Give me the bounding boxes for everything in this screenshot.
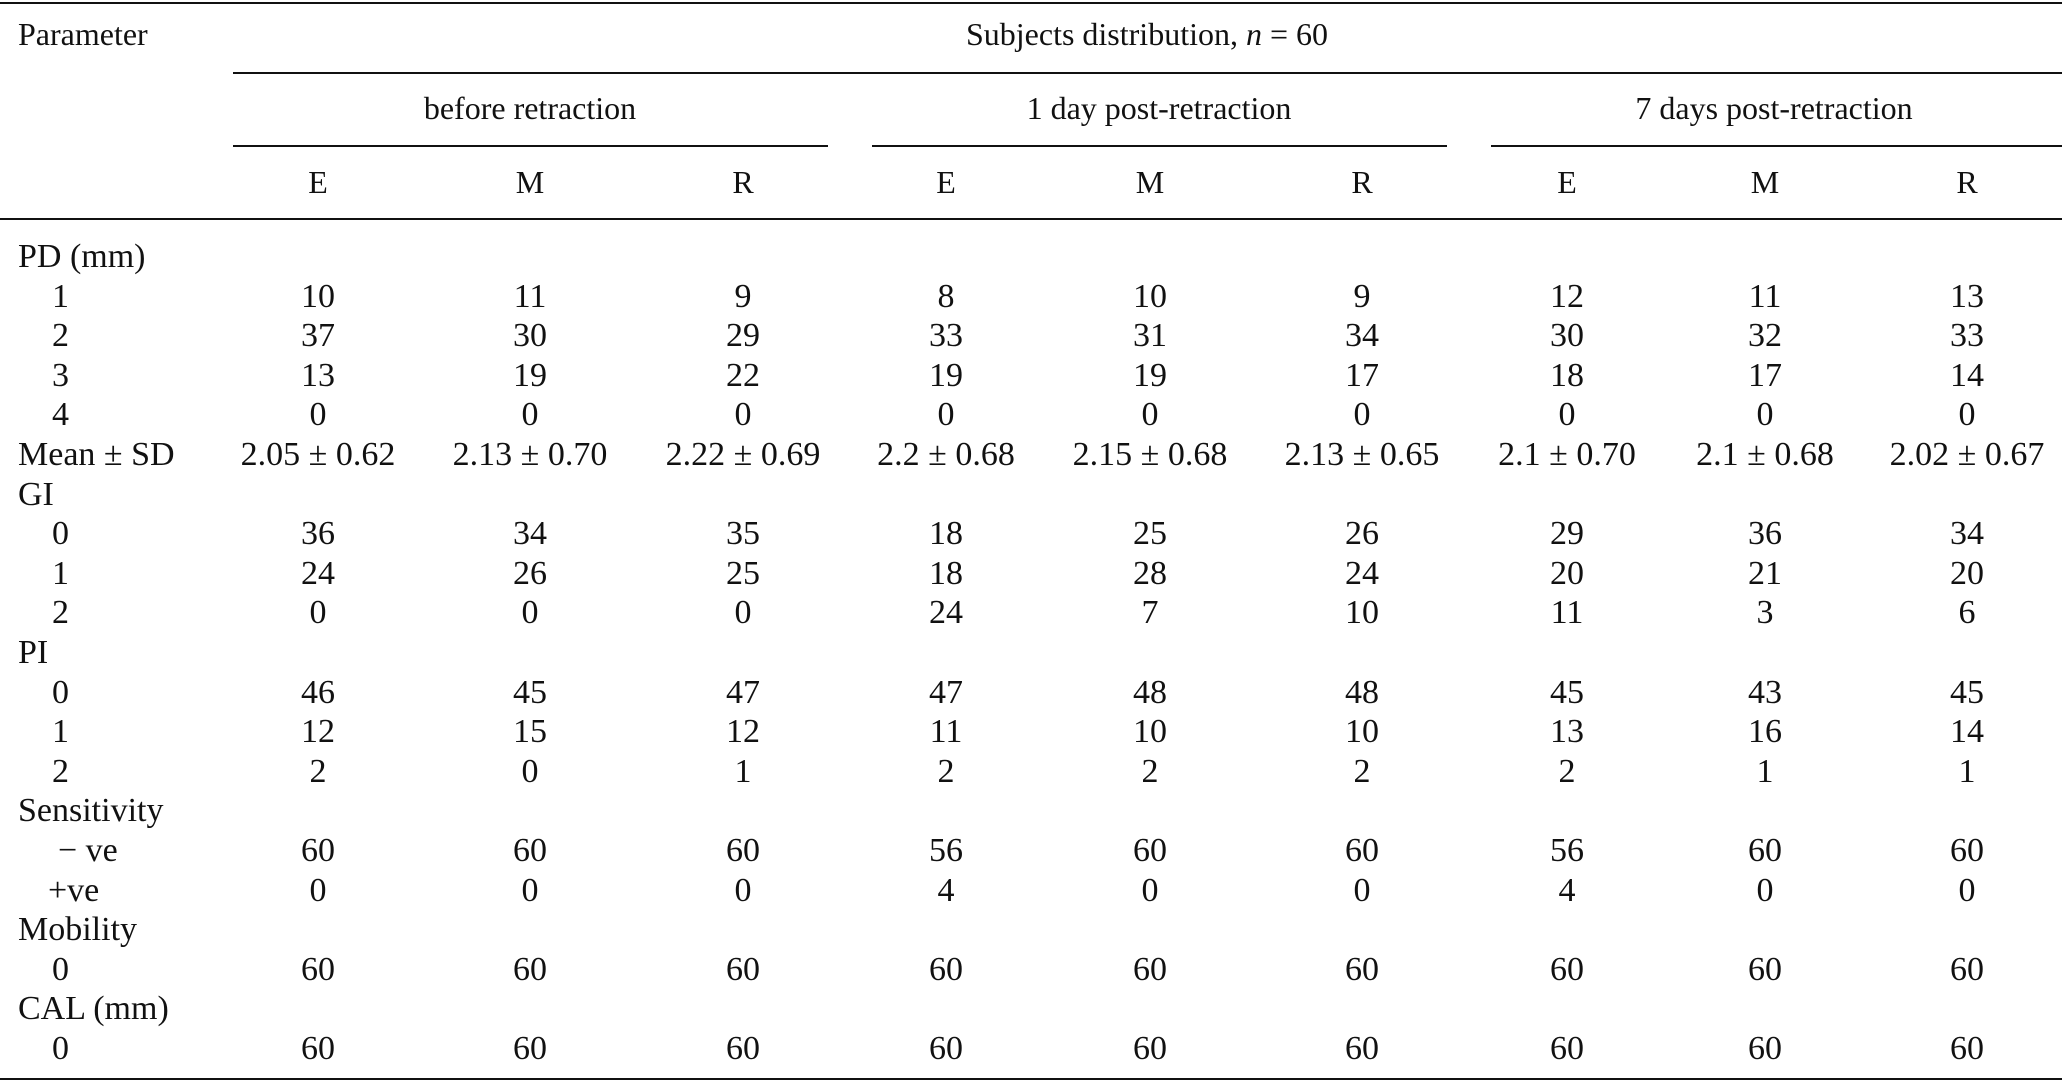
distribution-prefix: Subjects distribution,: [965, 16, 1246, 52]
subcolumn-header: R: [1351, 164, 1373, 200]
row-label: 1: [52, 713, 69, 751]
table-cell: 13: [301, 356, 335, 394]
group-rule-7days: [1491, 145, 2062, 147]
table-cell: 0: [734, 594, 752, 632]
table-cell: 29: [1550, 515, 1584, 553]
table-cell: 2.15 ± 0.68: [1072, 436, 1228, 473]
table-cell: 21: [1748, 554, 1782, 592]
row-label: 1: [52, 277, 69, 315]
table-cell: 16: [1748, 713, 1782, 751]
group-header-1day: 1 day post-retraction: [1026, 90, 1292, 126]
table-cell: 11: [1748, 277, 1782, 315]
table-cell: 25: [1133, 515, 1167, 553]
table-cell: 34: [513, 515, 547, 553]
table-cell: 45: [513, 673, 547, 711]
table-cell: 60: [1950, 950, 1984, 988]
table-cell: 18: [929, 515, 963, 553]
table-cell: 6: [1958, 594, 1976, 632]
table-cell: 60: [301, 832, 335, 869]
table-cell: 3: [1756, 594, 1774, 632]
subcolumn-header: R: [732, 164, 754, 200]
table-cell: 2.1 ± 0.68: [1696, 436, 1834, 473]
table-cell: 26: [513, 554, 547, 592]
table-cell: 30: [1550, 317, 1584, 355]
subcolumn-header: M: [1135, 164, 1165, 200]
table-cell: 2.22 ± 0.69: [665, 436, 821, 473]
group-rule-1day: [872, 145, 1447, 147]
subcolumn-header: E: [308, 164, 328, 200]
table-cell: 11: [929, 713, 963, 751]
table-cell: 60: [1133, 950, 1167, 988]
distribution-suffix: = 60: [1261, 16, 1329, 52]
table-cell: 22: [726, 356, 760, 394]
table-cell: 20: [1950, 554, 1984, 592]
header-rule: [0, 218, 2062, 220]
table-cell: 60: [1345, 950, 1379, 988]
table-cell: 12: [726, 713, 760, 751]
table-cell: 0: [1141, 871, 1159, 909]
table-cell: 47: [929, 673, 963, 711]
table-cell: 60: [301, 950, 335, 988]
table-cell: 12: [301, 713, 335, 751]
table-cell: 33: [1950, 317, 1984, 355]
subcolumn-header: R: [1956, 164, 1978, 200]
table-cell: 2: [937, 752, 955, 790]
table-cell: 0: [1353, 396, 1371, 434]
table-cell: 9: [734, 277, 752, 315]
row-label: 0: [52, 515, 69, 553]
table-cell: 4: [1558, 871, 1576, 909]
table-cell: 60: [1748, 1030, 1782, 1067]
table-cell: 34: [1345, 317, 1379, 355]
table-cell: 30: [513, 317, 547, 355]
table-cell: 0: [1756, 396, 1774, 434]
table-cell: 60: [1133, 1030, 1167, 1067]
row-label: 3: [52, 356, 69, 394]
table-cell: 0: [309, 396, 327, 434]
table-cell: 1: [1958, 752, 1976, 790]
table-cell: 1: [1756, 752, 1774, 790]
table-cell: 2: [1558, 752, 1576, 790]
table-cell: 60: [1950, 1030, 1984, 1067]
table-cell: 48: [1345, 673, 1379, 711]
n-symbol: n: [1245, 16, 1262, 52]
table-cell: 60: [1345, 832, 1379, 869]
bottom-rule: [0, 1078, 2062, 1080]
table-cell: 2: [1353, 752, 1371, 790]
table-cell: 10: [1345, 713, 1379, 751]
table-cell: 60: [726, 832, 760, 869]
table-cell: 0: [734, 871, 752, 909]
table-cell: 47: [726, 673, 760, 711]
table-cell: 2.13 ± 0.65: [1284, 436, 1440, 473]
subcolumn-header: M: [1750, 164, 1780, 200]
table-cell: 60: [726, 950, 760, 988]
table-cell: 7: [1141, 594, 1159, 632]
table-cell: 60: [929, 1030, 963, 1067]
table-cell: 60: [1133, 832, 1167, 869]
table-cell: 14: [1950, 713, 1984, 751]
row-label: 2: [52, 752, 69, 790]
table-cell: 37: [301, 317, 335, 355]
table-cell: 45: [1550, 673, 1584, 711]
table-cell: 0: [1558, 396, 1576, 434]
table-cell: 60: [1345, 1030, 1379, 1067]
table-cell: 13: [1950, 277, 1984, 315]
table-cell: 60: [513, 1030, 547, 1067]
table-cell: 12: [1550, 277, 1584, 315]
row-label: − ve: [58, 832, 118, 869]
row-label: 0: [52, 950, 69, 988]
subcolumn-header: M: [515, 164, 545, 200]
table-cell: 0: [521, 752, 539, 790]
table-cell: 0: [309, 871, 327, 909]
table-cell: 2.1 ± 0.70: [1498, 436, 1636, 473]
table-cell: 56: [1550, 832, 1584, 869]
table-cell: 0: [734, 396, 752, 434]
table-cell: 56: [929, 832, 963, 869]
table-cell: 36: [301, 515, 335, 553]
table-cell: 60: [301, 1030, 335, 1067]
table-cell: 31: [1133, 317, 1167, 355]
table-cell: 60: [1550, 1030, 1584, 1067]
table-cell: 10: [1133, 277, 1167, 315]
table-cell: 46: [301, 673, 335, 711]
table-cell: 60: [726, 1030, 760, 1067]
row-label: +ve: [48, 871, 100, 909]
table-cell: 60: [1950, 832, 1984, 869]
group-header-before: before retraction: [423, 90, 637, 126]
table-cell: 24: [1345, 554, 1379, 592]
table-cell: 33: [929, 317, 963, 355]
table-cell: 26: [1345, 515, 1379, 553]
table-cell: 0: [1756, 871, 1774, 909]
table-cell: 20: [1550, 554, 1584, 592]
table-cell: 10: [1133, 713, 1167, 751]
table-cell: 19: [513, 356, 547, 394]
table-cell: 1: [734, 752, 752, 790]
table-cell: 11: [1550, 594, 1584, 632]
table-cell: 45: [1950, 673, 1984, 711]
table-cell: 17: [1748, 356, 1782, 394]
subcolumn-header: E: [1557, 164, 1577, 200]
table-cell: 13: [1550, 713, 1584, 751]
table-cell: 29: [726, 317, 760, 355]
table-cell: 18: [1550, 356, 1584, 394]
table-cell: 14: [1950, 356, 1984, 394]
section-label: CAL (mm): [18, 990, 169, 1028]
table-cell: 19: [1133, 356, 1167, 394]
top-rule: [0, 2, 2062, 4]
table-cell: 2.02 ± 0.67: [1889, 436, 2045, 473]
distribution-header: [966, 14, 1328, 54]
table-cell: 32: [1748, 317, 1782, 355]
distribution-rule: [233, 72, 2062, 74]
table-cell: 10: [1345, 594, 1379, 632]
table-cell: 28: [1133, 554, 1167, 592]
table-cell: 11: [513, 277, 547, 315]
section-label: PI: [18, 634, 49, 671]
table-cell: 24: [929, 594, 963, 632]
table-cell: 0: [521, 396, 539, 434]
table-cell: 17: [1345, 356, 1379, 394]
table-cell: 60: [1748, 832, 1782, 869]
table-cell: 19: [929, 356, 963, 394]
section-label: Mobility: [18, 911, 138, 949]
section-label: Sensitivity: [18, 792, 164, 830]
table-cell: 9: [1353, 277, 1371, 315]
section-label: PD (mm): [18, 238, 146, 275]
table-cell: 48: [1133, 673, 1167, 711]
row-label: 2: [52, 594, 69, 632]
table-cell: 10: [301, 277, 335, 315]
table-cell: 15: [513, 713, 547, 751]
row-label: Mean ± SD: [18, 436, 175, 473]
table-cell: 60: [513, 950, 547, 988]
table-cell: 60: [1550, 950, 1584, 988]
row-label: 1: [52, 554, 69, 592]
table-cell: 2: [1141, 752, 1159, 790]
parameter-header: Parameter: [18, 16, 148, 52]
section-label: GI: [18, 475, 54, 513]
table-cell: 24: [301, 554, 335, 592]
row-label: 0: [52, 1030, 69, 1067]
group-header-7days: 7 days post-retraction: [1635, 90, 1913, 126]
table-cell: 60: [513, 832, 547, 869]
table-cell: 18: [929, 554, 963, 592]
table-cell: 2.2 ± 0.68: [877, 436, 1015, 473]
table-cell: 0: [521, 594, 539, 632]
table-cell: 25: [726, 554, 760, 592]
table-cell: 0: [521, 871, 539, 909]
table-cell: 4: [937, 871, 955, 909]
table-cell: 0: [1353, 871, 1371, 909]
table-cell: 0: [1958, 871, 1976, 909]
table-cell: 0: [1141, 396, 1159, 434]
table-cell: 2.05 ± 0.62: [240, 436, 396, 473]
table-cell: 43: [1748, 673, 1782, 711]
table-cell: 36: [1748, 515, 1782, 553]
row-label: 0: [52, 673, 69, 711]
table-cell: 60: [1748, 950, 1782, 988]
table-cell: 0: [309, 594, 327, 632]
table-cell: 2: [309, 752, 327, 790]
table-cell: 60: [929, 950, 963, 988]
table-cell: 2.13 ± 0.70: [452, 436, 608, 473]
row-label: 2: [52, 317, 69, 355]
table-cell: 35: [726, 515, 760, 553]
row-label: 4: [52, 396, 69, 434]
table-cell: 8: [937, 277, 955, 315]
subcolumn-header: E: [936, 164, 956, 200]
table-cell: 0: [1958, 396, 1976, 434]
group-rule-before: [233, 145, 828, 147]
table-cell: 34: [1950, 515, 1984, 553]
table-cell: 0: [937, 396, 955, 434]
